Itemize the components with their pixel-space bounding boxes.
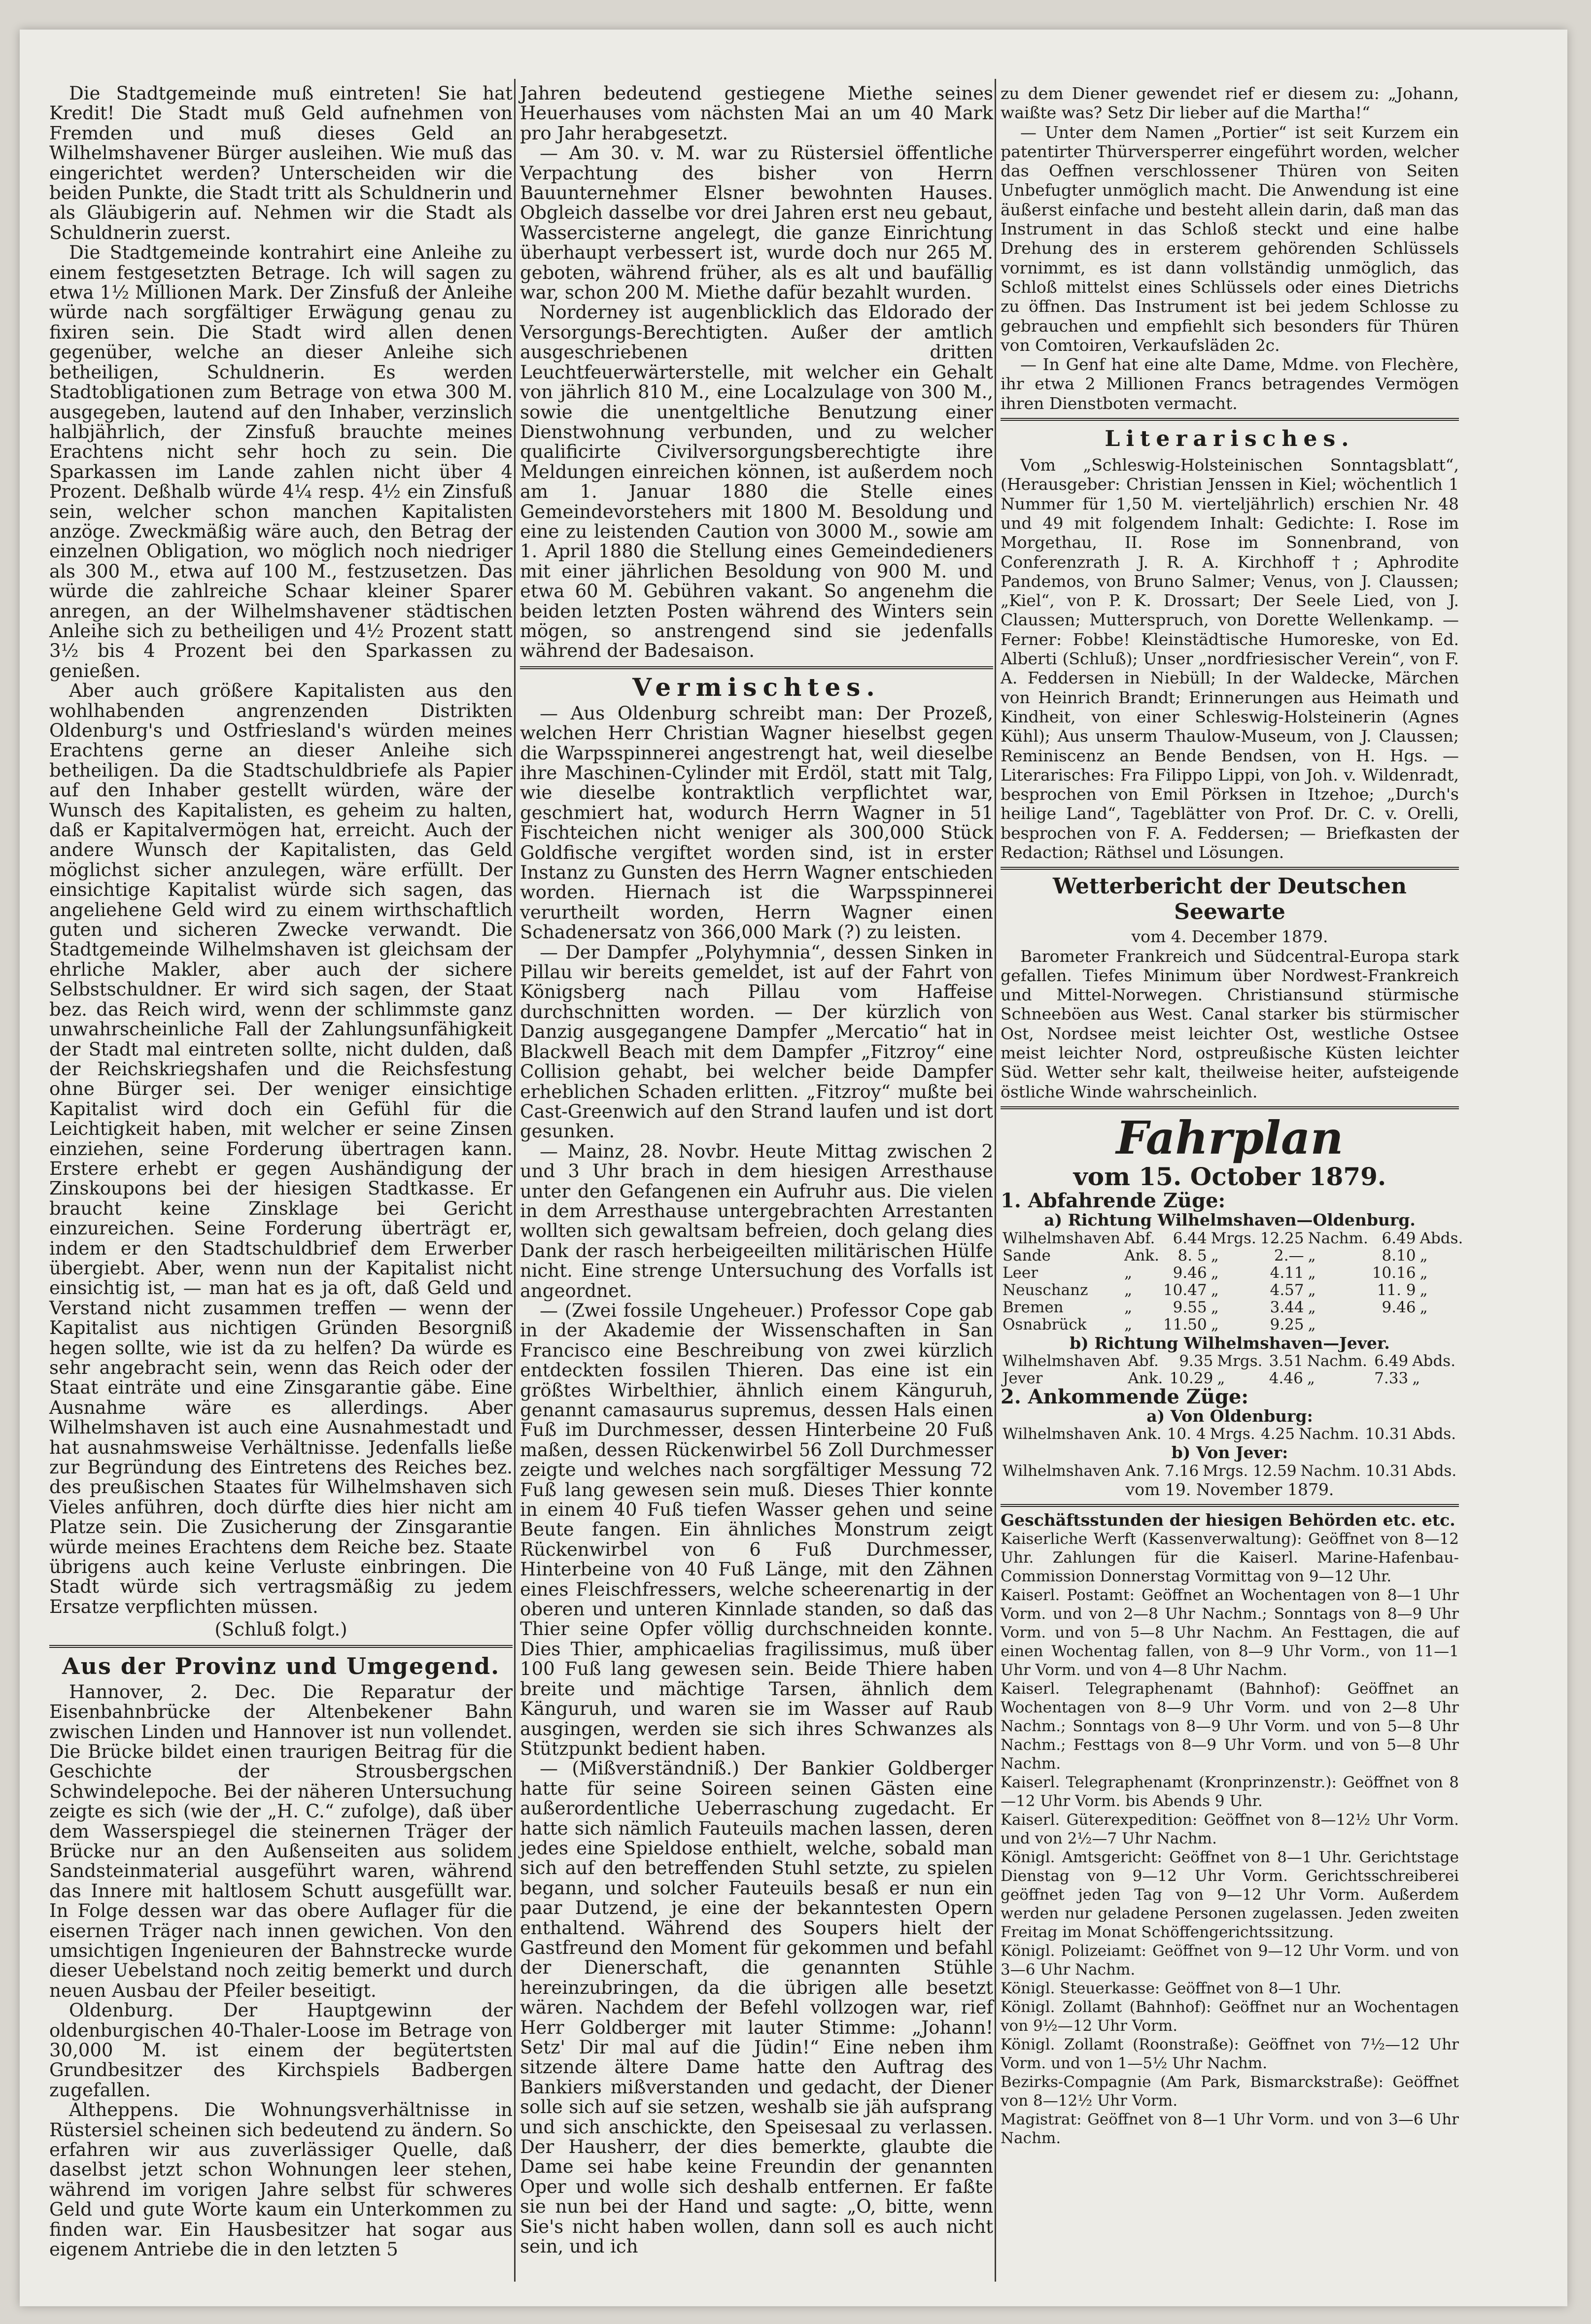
timetable-cell: Ank.	[1126, 1425, 1162, 1443]
timetable-cell: Abds.	[1413, 1425, 1456, 1443]
timetable-cell: 12.59	[1252, 1462, 1297, 1480]
section-heading: Aus der Provinz und Umgegend.	[62, 1652, 500, 1679]
office-hours-entry: Königl. Steuerkasse: Geöffnet von 8—1 Uhr.	[1001, 1980, 1342, 1998]
timetable-cell: 9.46	[1173, 1264, 1207, 1282]
timetable-cell: 3.51	[1269, 1352, 1303, 1370]
timetable-cell: Mrgs.	[1210, 1425, 1255, 1443]
timetable-cell: „	[1419, 1264, 1428, 1282]
timetable-cell: „	[1419, 1281, 1428, 1299]
timetable	[1001, 1111, 1463, 1499]
timetable-cell: 7.16	[1165, 1462, 1199, 1480]
timetable-cell: 10.31	[1365, 1425, 1409, 1443]
weather-heading: Wetterbericht der Deutschen Seewarte	[1053, 874, 1407, 925]
timetable-cell: 9.55	[1173, 1298, 1207, 1316]
timetable-cell: Wilhelmshaven	[1003, 1229, 1120, 1247]
article-paragraph: Barometer Frankreich und Südcentral-Europa stark gefallen. Tiefes Minimum über Nordwest-Frankreich und Mittel-Norwegen. Christiansund stürmische Schneeböen aus West. Canal starker bis stürmischer Ost, Nordsee meist leichter Ost, westliche Ostsee meist leichter Nord, ostpreußische Küsten leichter Süd. Wetter sehr kalt, theilweise heiter, aufsteigende östliche Winde wahrscheinlich.	[1001, 946, 1459, 1101]
article-paragraph: — (Zwei fossile Ungeheuer.) Professor Cope gab in der Akademie der Wissenschaften in San Francisco eine Beschreibung von zwei kürzlich entdeckten fossilen Thieren. Das eine ist ein größtes Wirbelthier, ähnlich einem Känguruh, genannt camasaurus supremus, dessen Hals einen Fuß im Durchmesser, dessen Hinterbeine 20 Fuß maßen, dessen Rückenwirbel 56 Zoll Durchmesser zeigte und welches nach sorgfältiger Messung 72 Fuß lang gewesen sein muß. Dieses Thier konnte in einem 40 Fuß tiefen Wasser gehen und seine Beute fangen. Ein ähnliches Monstrum zeigt Rückenwirbel von 6 Fuß Durchmesser, Hinterbeine von 40 Fuß Länge, mit den Zähnen eines Fleischfressers, welche scheerenartig in der oberen und unteren Kinnlade standen, so daß das Thier seine Opfer völlig durchschneiden konnte. Dies Thier, amphicaelias fragilissimus, muß über 100 Fuß lang gewesen sein. Beide Thiere haben breite und mächtige Tarsen, ähnlich dem Känguruh, und waren sie im Wasser auf Raub ausgingen, werden sie sich ihres Schwanzes als Stützpunkt bedient haben.	[520, 1299, 993, 1759]
timetable-row	[1001, 1282, 1465, 1299]
timetable-cell: 11.50	[1163, 1315, 1207, 1333]
timetable-row	[1001, 1299, 1465, 1316]
timetable-table	[1001, 1426, 1459, 1443]
timetable-row	[1001, 1426, 1459, 1443]
timetable-cell: „	[1308, 1281, 1316, 1299]
timetable-section: 2. Ankommende Züge:	[1001, 1385, 1249, 1408]
timetable-title: Fahrplan	[1116, 1111, 1344, 1164]
office-hours-entry: Kaiserl. Telegraphenamt (Kronprinzenstr.): Geöffnet von 8—12 Uhr Vorm. bis Abends 9 Uhr.	[1001, 1774, 1459, 1811]
column-rule	[514, 79, 516, 2282]
office-hours-entry: Kaiserliche Werft (Kassenverwaltung): Geöffnet von 8—12 Uhr. Zahlungen für die Kaiserl. Marine-Hafenbau-Commission Donnerstag Vormittag von 9—12 Uhr.	[1001, 1530, 1459, 1586]
timetable-cell	[1370, 1316, 1418, 1333]
timetable-section: 1. Abfahrende Züge:	[1001, 1189, 1226, 1212]
timetable-cell: 6.49	[1382, 1229, 1416, 1247]
timetable-cell: 10.16	[1372, 1264, 1416, 1282]
timetable-cell: 11. 9	[1377, 1281, 1416, 1299]
timetable-subsection: b) Richtung Wilhelmshaven—Jever.	[1070, 1333, 1390, 1353]
timetable-note: vom 19. November 1879.	[1125, 1479, 1334, 1499]
office-hours-entry: Königl. Polizeiamt: Geöffnet von 9—12 Uhr Vorm. und von 3—6 Uhr Nachm.	[1001, 1942, 1459, 1979]
office-hours-heading: Geschäftsstunden der hiesigen Behörden etc. etc.	[1001, 1510, 1455, 1530]
article-paragraph: — Unter dem Namen „Portier“ ist seit Kurzem ein patentirter Thürversperrer eingeführt worden, welcher das Oeffnen verschlossener Thüren von Seiten Unbefugter unmöglich macht. Die Anwendung ist eine äußerst einfache und besteht allein darin, daß man das Instrument in das Schloß steckt und eine halbe Drehung des in ersterem gehörenden Schlüssels vornimmt, es ist dann vollständig unmöglich, das Schloß mittelst eines Schlüssels oder eines Dietrichs zu öffnen. Das Instrument ist bei jedem Schlosse zu gebrauchen und empfiehlt sich besonders für Thüren von Comtoiren, Verkaufsläden 2c.	[1001, 122, 1459, 355]
timetable-cell: 6.49	[1374, 1352, 1409, 1370]
newspaper-page	[20, 30, 1567, 2306]
timetable-cell: 9.35	[1179, 1352, 1213, 1370]
office-hours-entry: Bezirks-Compagnie (Am Park, Bismarckstraße): Geöffnet von 8—12½ Uhr Vorm.	[1001, 2073, 1459, 2110]
article-paragraph: Aber auch größere Kapitalisten aus den wohlhabenden angrenzenden Distrikten Oldenburg's und Ostfriesland's würden meines Erachtens gerne an dieser Anleihe sich betheiligen. Da die Stadtschuldbriefe als Papier auf den Inhaber gestellt würden, wäre der Wunsch des Kapitalisten, es geheim zu halten, daß er Kapitalvermögen hat, erreicht. Auch der andere Wunsch der Kapitalisten, das Geld möglichst sicher anzulegen, wäre erfüllt. Der einsichtige Kapitalist würde sich sagen, das angeliehene Geld wird zu einem wirthschaftlich guten und sicheren Zwecke verwandt. Die Stadtgemeinde Wilhelmshaven ist gleichsam der ehrliche Makler, aber auch der sichere Selbstschuldner. Er wird sich sagen, der Staat bez. das Reich wird, wenn der schlimmste ganz unwahrscheinliche Fall der Zahlungsunfähigkeit der Stadt mal eintreten sollte, nicht dulden, daß der Reichskriegshafen und die Reichsfestung ohne Bürger sei. Der weniger einsichtige Kapitalist wird doch ein Gefühl für die Leichtigkeit haben, mit welcher er seine Zinsen einziehen, seine Forderung übertragen kann. Erstere erhebt er gegen Aushändigung der Zinskoupons bei der hiesigen Stadtkasse. Er braucht keine Zinsklage bei Gericht einzureichen. Seine Forderung überträgt er, indem er den Stadtschuldbrief dem Erwerber übergiebt. Aber, wenn nun der Kapitalist nicht einsichtig ist, — man hat es ja oft, daß Geld und Verstand nicht zusammen treffen — wenn der Kapitalist aus nichtigen Gründen Besorgniß hegen sollte, wie ist da zu helfen? Da würde es sehr angebracht sein, wenn das Reich oder der Staat einträte und eine Zinsgarantie gäbe. Eine Ausnahme wäre es allerdings. Aber Wilhelmshaven ist auch eine Ausnahmestadt und hat ausnahmsweise Verhältnisse. Jedenfalls ließe zur Begründung des Eintretens des Reiches bez. des preußischen Staates für Wilhelmshaven sich Vieles anführen, doch dürfte dies hier nicht am Platze sein. Die Zusicherung der Zinsgarantie würde meines Erachtens dem Reiche bez. Staate übrigens auch keine Verluste einbringen. Die Stadt würde sich vertragsmäßig zu jedem Ersatze verpflichten müssen.	[49, 680, 513, 1617]
timetable-cell: 4.57	[1270, 1281, 1304, 1299]
timetable-table	[1001, 1230, 1465, 1333]
continuation-note: (Schluß folgt.)	[214, 1619, 347, 1640]
office-hours-entry: Königl. Zollamt (Bahnhof): Geöffnet nur an Wochentagen von 9½—12 Uhr Vorm.	[1001, 1998, 1459, 2035]
timetable-cell: „	[1211, 1298, 1219, 1316]
timetable-cell: Leer	[1003, 1264, 1038, 1282]
article-paragraph: — In Genf hat eine alte Dame, Mdme. von Flechère, ihr etwa 2 Millionen Francs betragendes Vermögen ihren Dienstboten vermacht.	[1001, 355, 1459, 413]
timetable-cell	[1418, 1316, 1465, 1333]
section-heading: Vermischtes.	[632, 672, 881, 702]
timetable-cell: „	[1308, 1315, 1316, 1333]
timetable-cell: 9.46	[1382, 1298, 1416, 1316]
timetable-cell: Osnabrück	[1003, 1315, 1087, 1333]
timetable-cell: „	[1124, 1298, 1133, 1316]
timetable-cell: „	[1419, 1246, 1428, 1265]
office-hours-entry: Kaiserl. Güterexpedition: Geöffnet von 8—12½ Uhr Vorm. und von 2½—7 Uhr Nachm.	[1001, 1811, 1459, 1848]
article-paragraph: — Mainz, 28. Novbr. Heute Mittag zwischen 2 und 3 Uhr brach in dem hiesigen Arresthause unter den Gefangenen ein Aufruhr aus. Die vielen in dem Arresthause untergebrachten Arrestanten wollten sich gewaltsam befreien, doch gelang dies Dank der rasch herbeigeeilten militärischen Hülfe nicht. Eine strenge Untersuchung des Vorfalls ist angeordnet.	[520, 1140, 993, 1301]
section-rule	[520, 666, 993, 669]
timetable-cell: Neuschanz	[1003, 1281, 1088, 1299]
timetable-row	[1001, 1463, 1459, 1480]
office-hours-list	[1001, 1530, 1459, 2148]
timetable-table	[1001, 1463, 1459, 1480]
article-paragraph: Jahren bedeutend gestiegene Miethe seines Heuerhauses vom nächsten Mai an um 40 Mark pro Jahr herabgesetzt.	[520, 83, 993, 144]
timetable-cell: Mrgs.	[1203, 1462, 1248, 1480]
timetable-cell: 8. 5	[1177, 1246, 1207, 1265]
timetable-subsection: b) Von Jever:	[1171, 1443, 1288, 1463]
timetable-cell: Nachm.	[1299, 1425, 1359, 1443]
timetable-cell: „	[1412, 1369, 1420, 1387]
timetable-subsection: a) Von Oldenburg:	[1146, 1406, 1313, 1426]
timetable-cell: 4.46	[1269, 1369, 1303, 1387]
timetable-cell: Mrgs.	[1211, 1229, 1256, 1247]
timetable-cell: Nachm.	[1300, 1462, 1361, 1480]
timetable-cell: 4.11	[1270, 1264, 1304, 1282]
weather-date: vom 4. December 1879.	[1131, 927, 1328, 947]
article-paragraph: Vom „Schleswig-Holsteinischen Sonntagsblatt“, (Herausgeber: Christian Jenssen in Kiel; wöchentlich 1 Nummer für 1,50 M. vierteljährlich) erschien Nr. 48 und 49 mit folgendem Inhalt: Gedichte: I. Rose im Morgethau, II. Rose im Sonnenbrand, von Conferenzrath J. R. A. Kirchhoff †; Aphrodite Pandemos, von Bruno Salmer; Venus, von J. Claussen; „Kiel“, von P. K. Drossart; Der Seele Lied, von J. Claussen; Mutterspruch, von Dorette Wellenkamp. — Ferner: Fobbe! Kleinstädtische Humoreske, von Ed. Alberti (Schluß); Unser „nordfriesischer Verein“, von F. A. Feddersen in Niebüll; In der Waldecke, Märchen von Heinrich Brandt; Erinnerungen aus Heimath und Kindheit, von einer Schleswig-Holsteinerin (Agnes Kühl); Aus unserm Thaulow-Museum, von J. Claussen; Reminiscenz an Bende Bendsen, von H. Hgs. — Literarisches: Fra Filippo Lippi, von Joh. v. Wildenradt, besprochen von Emil Pörksen in Itzehoe; „Durch's heilige Land“, Tageblätter von Prof. Dr. C. v. Orelli, besprochen von F. A. Feddersen; — Briefkasten der Redaction; Räthsel und Lösungen.	[1001, 455, 1459, 862]
timetable-cell: Ank.	[1128, 1369, 1163, 1387]
timetable-cell: Abds.	[1413, 1462, 1457, 1480]
column-rule	[995, 79, 996, 2282]
timetable-cell: Abds.	[1419, 1229, 1463, 1247]
column-3	[1001, 84, 1463, 2148]
timetable-cell: 10.29	[1169, 1369, 1213, 1387]
office-hours-entry: Magistrat: Geöffnet von 8—1 Uhr Vorm. und von 3—6 Uhr Nachm.	[1001, 2111, 1459, 2148]
timetable-row	[1001, 1353, 1459, 1370]
article-paragraph: zu dem Diener gewendet rief er diesem zu: „Johann, waißte was? Setz Dir lieber auf die Martha!“	[1001, 84, 1459, 123]
article-paragraph: Norderney ist augenblicklich das Eldorado der Versorgungs-Berechtigten. Außer der amtlich ausgeschriebenen dritten Leuchtfeuerwärterstelle, mit welcher ein Gehalt von jährlich 810 M., eine Localzulage von 300 M., sowie die unentgeltliche Benutzung einer Dienstwohnung verbunden, und zu welcher qualificirte Civilversorgungsberechtigte ihre Meldungen einreichen können, ist außerdem noch am 1. Januar 1880 die Stelle eines Gemeindevorstehers mit 1800 M. Besoldung und eine zu leistenden Caution von 3000 M., sowie am 1. April 1880 die Stellung eines Gemeindedieners mit einer jährlichen Besoldung von 900 M. und etwa 60 M. Gebühren vakant. So angenehm die beiden letzten Posten während des Winters sein mögen, so anstrengend sind sie jedenfalls während der Badesaison.	[520, 302, 993, 662]
article-paragraph: Hannover, 2. Dec. Die Reparatur der Eisenbahnbrücke der Altenbekener Bahn zwischen Linden und Hannover ist nun vollendet. Die Brücke bildet einen traurigen Beitrag für die Geschichte der Strousbergschen Schwindelepoche. Bei der näheren Untersuchung zeigte es sich (wie der „H. C.“ zufolge), daß über dem Wasserspiegel die steinernen Träger der Brücke nur an den Außenseiten aus solidem Sandsteinmaterial ausgeführt waren, während das Innere mit haltlosem Schutt ausgefüllt war. In Folge dessen war das obere Auflager für die eisernen Träger nach innen gewichen. Von den umsichtigen Ingenieuren der Bahnstrecke wurde dieser Uebelstand noch zeitig bemerkt und durch neuen Ausbau der Pfeiler beseitigt.	[49, 1681, 513, 2001]
timetable-cell: „	[1211, 1315, 1219, 1333]
timetable-cell: 12.25	[1260, 1229, 1304, 1247]
timetable-cell: Ank.	[1124, 1246, 1159, 1265]
section-rule	[1001, 1106, 1459, 1109]
article-paragraph: Die Stadtgemeinde muß eintreten! Sie hat Kredit! Die Stadt muß Geld aufnehmen von Fremden und muß dieses Geld an Wilhelmshavener Bürger ausleihen. Wie muß das eingerichtet werden? Unterscheiden wir die beiden Punkte, die Stadt tritt als Schuldnerin und als Gläubigerin auf. Nehmen wir die Stadt als Schuldnerin zuerst.	[49, 83, 513, 243]
timetable-cell: 9.25	[1270, 1315, 1304, 1333]
article-paragraph: — (Mißverständniß.) Der Bankier Goldberger hatte für seine Soireen seinen Gästen eine außerordentliche Ueberraschung zugedacht. Er hatte sich nämlich Fauteuils machen lassen, deren jedes eine Spieldose enthielt, welche, sobald man sich auf den betreffenden Stuhl setzte, zu spielen begann, und solcher Fauteuils besaß er nun ein paar Dutzend, je eine der bekanntesten Opern enthaltend. Während des Soupers hielt der Gastfreund den Moment für gekommen und befahl der Dienerschaft, die genannten Stühle hereinzubringen, da die übrigen alle besetzt wären. Nachdem der Befehl vollzogen war, rief Herr Goldberger mit lauter Stimme: „Johann! Setz' Dir mal auf die Jüdin!“ Eine neben ihm sitzende ältere Dame hatte den Auftrag des Bankiers mißverstanden und gedacht, der Diener solle sich auf sie setzen, weshalb sie jäh aufsprang und sich anschickte, den Speisesaal zu verlassen. Der Hausherr, der dies bemerkte, glaubte die Dame sei habe keine Freundin der genannten Oper und wolle sich deshalb entfernen. Er faßte sie nun bei der Hand und sagte: „O, bitte, wenn Sie's nicht haben wollen, dann soll es auch nicht sein, und ich	[520, 1758, 993, 2257]
timetable-cell: „	[1211, 1281, 1219, 1299]
timetable-cell: 10.31	[1365, 1462, 1410, 1480]
article-paragraph: — Am 30. v. M. war zu Rüstersiel öffentliche Verpachtung des bisher von Herrn Bauunternehmer Elsner bewohnten Hauses. Obgleich dasselbe vor drei Jahren erst neu gebaut, Wassercisterne angelegt, die ganze Einrichtung überhaupt verbessert ist, wurde doch nur 265 M. geboten, während früher, als es alt und baufällig war, schon 200 M. Miethe dafür bezahlt wurden.	[520, 142, 993, 304]
timetable-cell: Abds.	[1412, 1352, 1456, 1370]
column-1	[49, 84, 513, 2259]
timetable-cell: Bremen	[1003, 1298, 1064, 1316]
timetable-row	[1001, 1265, 1465, 1282]
section-rule	[1001, 418, 1459, 421]
timetable-cell: „	[1124, 1315, 1133, 1333]
office-hours-entry: Königl. Amtsgericht: Geöffnet von 8—1 Uhr. Gerichtstage Dienstag von 9—12 Uhr Vorm. Gerichtsschreiberei geöffnet jeden Tag von 9—12 Uhr Vorm. Außerdem werden nur geladene Personen zugelassen. Jeden zweiten Freitag im Monat Schöffengerichtssitzung.	[1001, 1848, 1459, 1942]
timetable-cell: Wilhelmshaven	[1003, 1352, 1120, 1370]
timetable-cell: 10.47	[1163, 1281, 1207, 1299]
section-rule	[1001, 1504, 1459, 1507]
timetable-cell: Wilhelmshaven	[1003, 1425, 1120, 1443]
timetable-row	[1001, 1247, 1465, 1265]
timetable-cell: „	[1308, 1264, 1316, 1282]
article-paragraph: Altheppens. Die Wohnungsverhältnisse in Rüstersiel scheinen sich bedeutend zu ändern. So erfahren wir aus zuverlässiger Quelle, daß daselbst jetzt schon Wohnungen leer stehen, während im vorigen Jahre selbst für schweres Geld und gute Worte kaum ein Unterkommen zu finden war. Ein Hausbesitzer hat sogar aus eigenem Antriebe die in den letzten 5	[49, 2099, 513, 2260]
timetable-cell: „	[1124, 1264, 1133, 1282]
timetable-cell: 8.10	[1382, 1246, 1416, 1265]
section-rule	[49, 1645, 513, 1648]
timetable-cell: „	[1211, 1246, 1219, 1265]
timetable-row	[1001, 1370, 1459, 1387]
article-paragraph: Oldenburg. Der Hauptgewinn der oldenburgischen 40-Thaler-Loose im Betrage von 30,000 M. ist einem der begütertsten Grundbesitzer des Kirchspiels Badbergen zugefallen.	[49, 2000, 513, 2101]
timetable-cell: „	[1419, 1298, 1428, 1316]
section-rule	[1001, 867, 1459, 870]
timetable-cell: „	[1217, 1369, 1225, 1387]
office-hours-entry: Königl. Zollamt (Roonstraße): Geöffnet von 7½—12 Uhr Vorm. und von 1—5½ Uhr Nachm.	[1001, 2036, 1459, 2073]
timetable-cell: Jever	[1003, 1369, 1043, 1387]
timetable-date: vom 15. October 1879.	[1073, 1162, 1386, 1191]
timetable-cell: Abf.	[1128, 1352, 1159, 1370]
timetable-cell: „	[1124, 1281, 1133, 1299]
timetable-cell: „	[1308, 1298, 1316, 1316]
timetable-cell: Ank.	[1125, 1462, 1160, 1480]
timetable-cell: 10. 4	[1167, 1425, 1206, 1443]
office-hours-entry: Kaiserl. Postamt: Geöffnet an Wochentagen von 8—1 Uhr Vorm. und von 2—8 Uhr Nachm.; Sonntags von 8—9 Uhr Vorm. und von 5—8 Uhr Nachm. An Festtagen, die auf einen Wochentag fallen, von 8—9 Uhr Vorm., von 11—1 Uhr Vorm. und von 4—8 Uhr Nachm.	[1001, 1586, 1459, 1679]
timetable-cell: Mrgs.	[1217, 1352, 1263, 1370]
timetable-cell: 4.25	[1261, 1425, 1295, 1443]
timetable-cell: 6.44	[1173, 1229, 1207, 1247]
timetable-row	[1001, 1230, 1465, 1247]
timetable-cell: Nachm.	[1307, 1352, 1368, 1370]
timetable-cell: 2.—	[1274, 1246, 1304, 1265]
column-2	[520, 84, 993, 2256]
article-paragraph: Die Stadtgemeinde kontrahirt eine Anleihe zu einem festgesetzten Betrage. Ich will sagen zu etwa 1½ Millionen Mark. Der Zinsfuß der Anleihe würde nach sorgfältiger Erwägung genau zu fixiren sein. Die Stadt wird allen denen gegenüber, welche an dieser Anleihe sich betheiligen, Schuldnerin. Es werden Stadtobligationen zum Betrage von etwa 300 M. ausgegeben, lautend auf den Inhaber, verzinslich halbjährlich, der Zinsfuß brauchte meines Erachtens nicht sehr hoch zu sein. Die Sparkassen im Lande zahlen nicht über 4 Prozent. Deßhalb würde 4¼ resp. 4½ ein Zinsfuß sein, welcher schon manchen Kapitalisten anzöge. Zweckmäßig wäre auch, den Betrag der einzelnen Obligation, wo möglich noch niedriger als 300 M., etwa auf 100 M., festzusetzen. Das würde die zahlreiche Schaar kleiner Sparer anregen, an der Wilhelmshavener städtischen Anleihe sich zu betheiligen und 4½ Prozent statt 3½ bis 4 Prozent bei den Sparkassen zu genießen.	[49, 242, 513, 682]
timetable-cell: Wilhelmshaven	[1003, 1462, 1120, 1480]
timetable-cell: Abf.	[1124, 1229, 1155, 1247]
timetable-cell: „	[1307, 1369, 1315, 1387]
timetable-cell: 7.33	[1374, 1369, 1409, 1387]
section-heading: Literarisches.	[1105, 426, 1355, 452]
timetable-row	[1001, 1316, 1465, 1333]
timetable-cell: „	[1211, 1264, 1219, 1282]
timetable-cell: Sande	[1003, 1246, 1051, 1265]
timetable-cell: Nachm.	[1308, 1229, 1368, 1247]
timetable-cell: „	[1308, 1246, 1316, 1265]
timetable-subsection: a) Richtung Wilhelmshaven—Oldenburg.	[1044, 1210, 1416, 1230]
article-paragraph: — Aus Oldenburg schreibt man: Der Prozeß, welchen Herr Christian Wagner hieselbst gegen die Warpsspinnerei angestrengt hat, weil dieselbe ihre Maschinen-Cylinder mit Erdöl, statt mit Talg, wie dieselbe kontraktlich verpflichtet war, geschmiert hat, wodurch Herrn Wagner in 51 Fischteichen nicht weniger als 300,000 Stück Goldfische vergiftet worden sind, ist in erster Instanz zu Gunsten des Herrn Wagner entschieden worden. Hiernach ist die Warpsspinnerei verurtheilt worden, Herrn Wagner einen Schadenersatz von 366,000 Mark (?) zu leisten.	[520, 702, 993, 943]
timetable-table	[1001, 1353, 1459, 1387]
timetable-cell: 3.44	[1270, 1298, 1304, 1316]
article-paragraph: — Der Dampfer „Polyhymnia“, dessen Sinken in Pillau wir bereits gemeldet, ist auf der Fahrt von Königsberg nach Pillau vom Haffeise durchschnitten worden. — Der kürzlich von Danzig ausgegangene Dampfer „Mercatio“ hat in Blackwell Beach mit dem Dampfer „Fitzroy“ eine Collision gehabt, bei welcher beide Dampfer erheblichen Schaden erlitten. „Fitzroy“ mußte bei Cast-Greenwich auf den Strand laufen und ist dort gesunken.	[520, 941, 993, 1142]
office-hours-entry: Kaiserl. Telegraphenamt (Bahnhof): Geöffnet an Wochentagen von 8—9 Uhr Vorm. und von 2—8 Uhr Nachm.; Sonntags von 8—9 Uhr Vorm. und von 5—8 Uhr Nachm.; Festtags von 8—9 Uhr Vorm. und von 5—8 Uhr Nachm.	[1001, 1680, 1459, 1773]
